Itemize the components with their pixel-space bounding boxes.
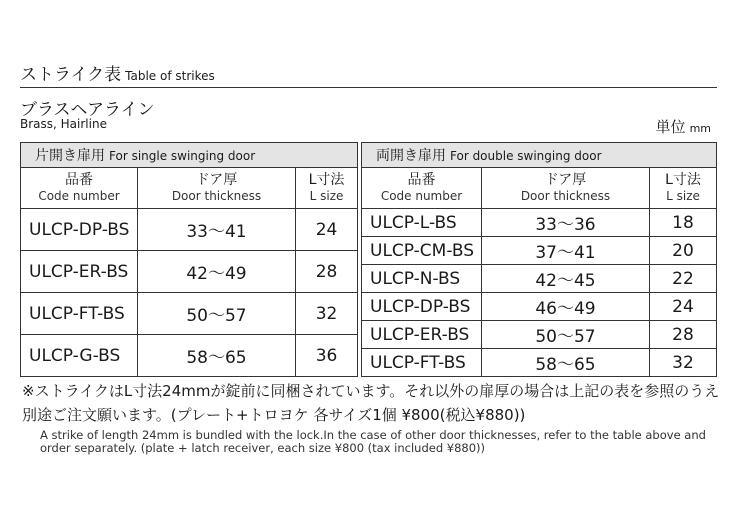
code-cell: ULCP-L-BS <box>362 209 482 237</box>
single-heading-en: For single swinging door <box>109 149 256 163</box>
title-jp: ストライク表 <box>20 65 122 85</box>
col-code-en: Code number <box>38 189 120 204</box>
col-thickness-en: Door thickness <box>171 189 262 204</box>
title-divider <box>20 87 717 88</box>
unit-label-jp: 単位 <box>655 118 686 136</box>
col-l-size-header <box>650 168 717 209</box>
thickness-cell: 37～41 <box>482 237 650 265</box>
double-heading-jp: 両開き扉用 <box>376 148 446 164</box>
double-heading-en: For double swinging door <box>450 149 602 163</box>
code-cell: ULCP-DP-BS <box>362 293 482 321</box>
col-l-en: L size <box>309 189 344 204</box>
table-row <box>21 335 358 377</box>
l-size-cell: 28 <box>650 321 717 349</box>
code-cell: ULCP-DP-BS <box>21 209 138 251</box>
col-thickness-jp: ドア厚 <box>195 171 238 188</box>
page-title <box>20 60 215 85</box>
col-l-en: L size <box>666 189 700 204</box>
col-code-header <box>21 168 138 209</box>
thickness-cell: 42～49 <box>138 251 296 293</box>
double-door-heading <box>362 143 717 168</box>
thickness-cell: 33～36 <box>482 209 650 237</box>
single-heading-jp: 片開き扉用 <box>35 148 105 164</box>
l-size-cell: 24 <box>650 293 717 321</box>
col-code-jp: 品番 <box>65 171 93 188</box>
table-row <box>21 209 358 251</box>
note-english: A strike of length 24mm is bundled with the lock.In the case of other door thicknesses, refer to the table above and order separately. (plate + latch receiver, each size ¥800 (tax included ¥880)) <box>40 428 706 455</box>
double-door-table <box>361 142 717 377</box>
l-size-cell: 28 <box>296 251 358 293</box>
single-door-heading <box>21 143 358 168</box>
col-thickness-jp: ドア厚 <box>544 171 587 188</box>
thickness-cell: 58～65 <box>138 335 296 377</box>
table-row <box>362 321 717 349</box>
code-cell: ULCP-CM-BS <box>362 237 482 265</box>
col-thickness-header <box>138 168 296 209</box>
code-cell: ULCP-FT-BS <box>21 293 138 335</box>
note-japanese: ※ストライクはL寸法24mmが錠前に同梱されています。それ以外の扉厚の場合は上記の表を参照のうえ別途ご注文願います。(プレート+トロヨケ 各サイズ1個 ¥800(税込¥880)) <box>22 382 720 424</box>
thickness-cell: 50～57 <box>138 293 296 335</box>
l-size-cell: 32 <box>296 293 358 335</box>
thickness-cell: 46～49 <box>482 293 650 321</box>
table-row <box>362 349 717 377</box>
col-thickness-en: Door thickness <box>520 189 611 204</box>
col-code-jp: 品番 <box>407 171 436 188</box>
thickness-cell: 50～57 <box>482 321 650 349</box>
table-row <box>362 209 717 237</box>
code-cell: ULCP-N-BS <box>362 265 482 293</box>
col-code-en: Code number <box>380 189 463 204</box>
col-l-jp: L寸法 <box>665 171 701 188</box>
table-row <box>362 265 717 293</box>
col-l-size-header <box>296 168 358 209</box>
col-code-header <box>362 168 482 209</box>
title-en: Table of strikes <box>125 69 215 83</box>
table-row <box>21 251 358 293</box>
l-size-cell: 22 <box>650 265 717 293</box>
l-size-cell: 24 <box>296 209 358 251</box>
unit-label <box>656 116 711 137</box>
table-row <box>362 293 717 321</box>
unit-value: mm <box>689 122 711 135</box>
code-cell: ULCP-ER-BS <box>362 321 482 349</box>
code-cell: ULCP-ER-BS <box>21 251 138 293</box>
table-row <box>362 237 717 265</box>
thickness-cell: 42～45 <box>482 265 650 293</box>
l-size-cell: 36 <box>296 335 358 377</box>
col-thickness-header <box>482 168 650 209</box>
code-cell: ULCP-G-BS <box>21 335 138 377</box>
material-jp: ブラスヘアライン <box>20 100 155 120</box>
l-size-cell: 18 <box>650 209 717 237</box>
table-row <box>21 293 358 335</box>
l-size-cell: 32 <box>650 349 717 377</box>
l-size-cell: 20 <box>650 237 717 265</box>
single-door-table <box>20 142 358 377</box>
thickness-cell: 33～41 <box>138 209 296 251</box>
col-l-jp: L寸法 <box>308 171 345 188</box>
code-cell: ULCP-FT-BS <box>362 349 482 377</box>
material-en: Brass, Hairline <box>20 117 107 131</box>
thickness-cell: 58～65 <box>482 349 650 377</box>
